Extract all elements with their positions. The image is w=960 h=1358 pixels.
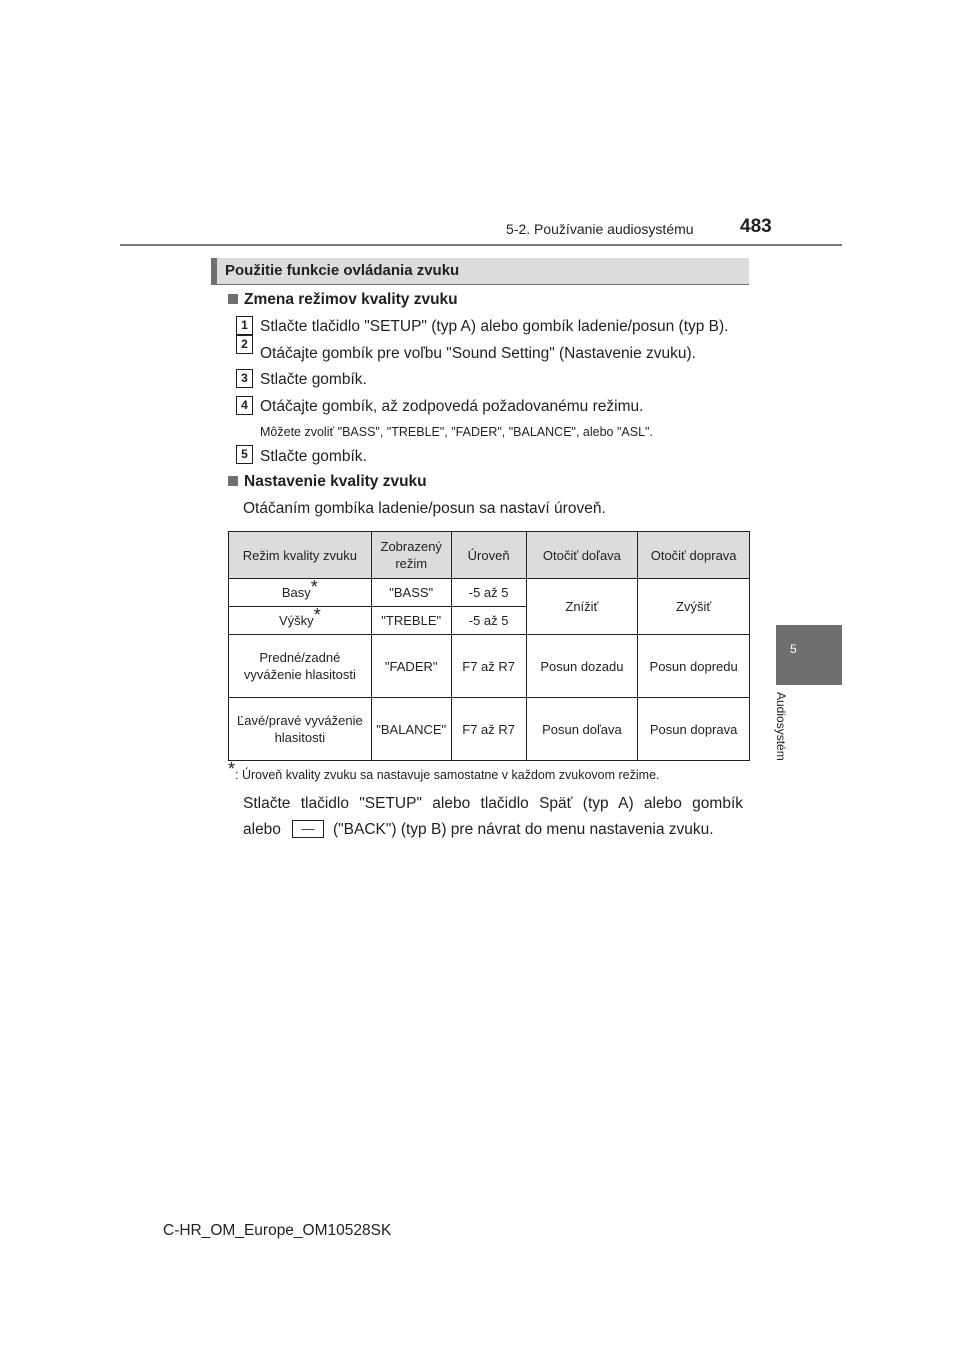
table-header-cell: Otočiť doľava	[526, 532, 638, 579]
table-cell: Predné/zadné vyváženie hlasitosti	[229, 635, 372, 698]
asterisk-mark: *	[310, 577, 318, 597]
return-instruction-line1: Stlačte tlačidlo "SETUP" alebo tlačidlo Späť (typ A) alebo gombík	[243, 795, 743, 812]
table-cell-merged: Znížiť	[526, 579, 638, 635]
table-cell-text: Basy	[281, 585, 311, 600]
table-row	[229, 635, 750, 698]
side-tab	[776, 625, 842, 685]
page-number: 483	[740, 216, 772, 237]
step-text-5: Stlačte gombík.	[260, 448, 367, 465]
subsection-title-text: Zmena režimov kvality zvuku	[244, 291, 458, 308]
section-title	[211, 258, 749, 285]
asterisk-mark: *	[313, 605, 321, 625]
table-cell	[229, 607, 372, 635]
mode-options-note: Môžete zvoliť "BASS", "TREBLE", "FADER", "BALANCE", alebo "ASL".	[260, 425, 653, 439]
side-tab-label	[772, 692, 812, 792]
step-text-2: Otáčajte gombík pre voľbu "Sound Setting" (Nastavenie zvuku).	[260, 345, 696, 362]
table-row	[229, 579, 750, 607]
table-cell	[229, 579, 372, 607]
step-text-1: Stlačte tlačidlo "SETUP" (typ A) alebo gombík ladenie/posun (typ B).	[260, 318, 729, 335]
footer-document-code: C-HR_OM_Europe_OM10528SK	[163, 1222, 392, 1239]
subsection-title-adjust	[228, 473, 427, 491]
header-section-title: 5-2. Používanie audiosystému	[506, 221, 694, 237]
table-header-cell: Otočiť doprava	[638, 532, 750, 579]
table-cell: "TREBLE"	[371, 607, 451, 635]
subsection-title-modes	[228, 291, 458, 309]
adjust-description: Otáčaním gombíka ladenie/posun sa nastaví úroveň.	[243, 500, 606, 517]
step-text-3: Stlačte gombík.	[260, 371, 367, 388]
footnote-text: : Úroveň kvality zvuku sa nastavuje samostatne v každom zvukovom režime.	[235, 768, 660, 782]
section-title-text: Použitie funkcie ovládania zvuku	[225, 262, 460, 279]
table-cell: -5 až 5	[451, 607, 526, 635]
table-cell: Posun doľava	[526, 698, 638, 761]
side-tab-label-text: Audiosystém	[774, 692, 788, 761]
return-instruction-line2-end: ("BACK") (typ B) pre návrat do menu nastavenia zvuku.	[333, 821, 714, 838]
step-badge-1: 1	[236, 316, 253, 335]
table-header-cell: Režim kvality zvuku	[229, 532, 372, 579]
table-cell: Ľavé/pravé vyváženie hlasitosti	[229, 698, 372, 761]
footnote-asterisk: *	[228, 759, 236, 779]
table-row	[229, 698, 750, 761]
table-header-cell: Zobrazený režim	[371, 532, 451, 579]
table-header-cell: Úroveň	[451, 532, 526, 579]
table-cell-merged: Zvýšiť	[638, 579, 750, 635]
table-cell: "BASS"	[371, 579, 451, 607]
subsection-title-text: Nastavenie kvality zvuku	[244, 473, 427, 490]
sound-mode-table	[228, 531, 750, 761]
table-cell: Posun dozadu	[526, 635, 638, 698]
table-cell: F7 až R7	[451, 698, 526, 761]
header-rule	[120, 244, 842, 246]
table-cell: "BALANCE"	[371, 698, 451, 761]
table-cell: Posun dopredu	[638, 635, 750, 698]
section-title-bar	[211, 258, 217, 284]
step-text-4: Otáčajte gombík, až zodpovedá požadovanému režimu.	[260, 398, 644, 415]
table-cell: "FADER"	[371, 635, 451, 698]
footnote	[228, 759, 660, 782]
table-cell: -5 až 5	[451, 579, 526, 607]
return-instruction-line2-start: alebo	[243, 821, 281, 838]
table-cell: F7 až R7	[451, 635, 526, 698]
step-badge-5: 5	[236, 445, 253, 464]
back-key-icon: —	[292, 820, 324, 838]
side-tab-number: 5	[790, 642, 797, 656]
square-bullet-icon	[228, 476, 238, 486]
square-bullet-icon	[228, 294, 238, 304]
table-header-row	[229, 532, 750, 579]
step-badge-3: 3	[236, 369, 253, 388]
table-cell-text: Výšky	[279, 613, 314, 628]
table-cell: Posun doprava	[638, 698, 750, 761]
step-badge-4: 4	[236, 396, 253, 415]
step-badge-2: 2	[236, 335, 253, 354]
